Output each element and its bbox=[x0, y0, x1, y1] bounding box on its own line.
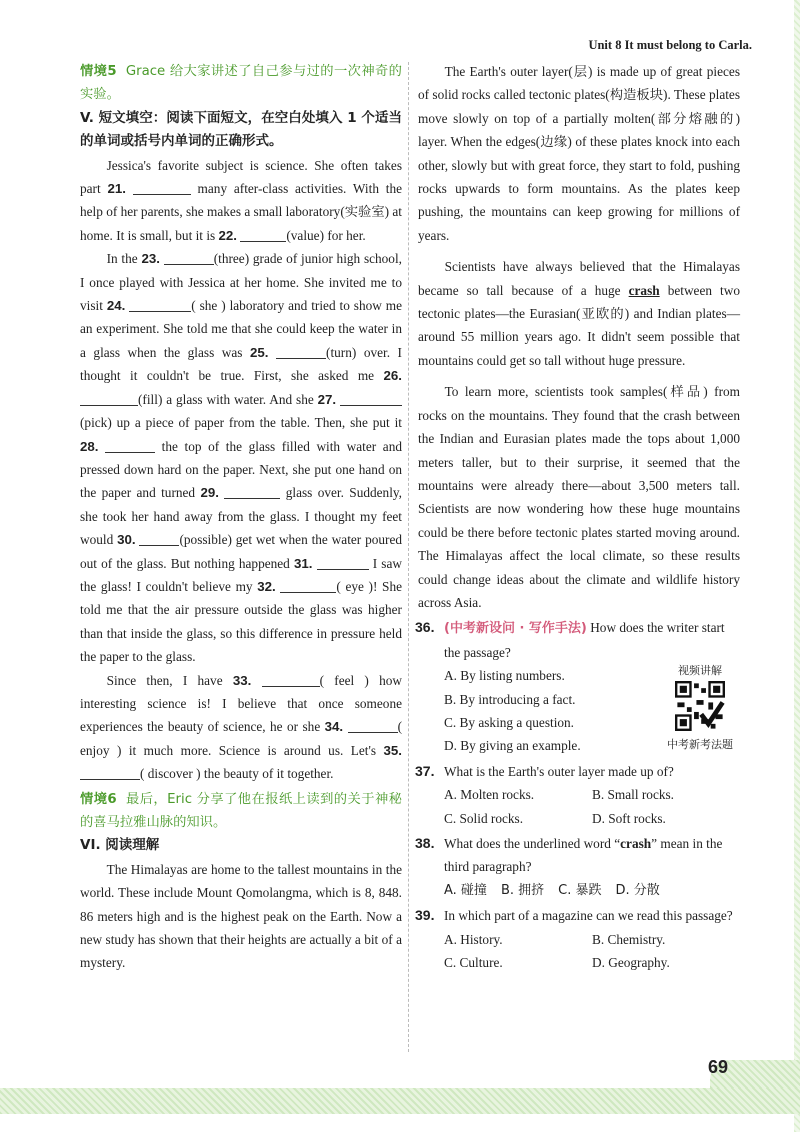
blank-30[interactable] bbox=[139, 531, 179, 546]
scenario-6-label: 情境6 bbox=[80, 791, 117, 807]
underlined-word-crash: crash bbox=[628, 282, 660, 298]
question-37-stem: What is the Earth's outer layer made up of? bbox=[444, 763, 674, 779]
blank-21-number: 21. bbox=[107, 181, 126, 197]
scenario-5-text: Grace 给大家讲述了自己参与过的一次神奇的实验。 bbox=[80, 64, 402, 103]
blank-27-number: 27. bbox=[317, 391, 337, 407]
blank-33[interactable] bbox=[262, 672, 320, 687]
question-39-stem: In which part of a magazine can we read this passage? bbox=[444, 908, 733, 924]
question-37-options bbox=[418, 783, 740, 830]
scenario-6-text: 最后，Eric 分享了他在报纸上读到的关于神秘的喜马拉雅山脉的知识。 bbox=[80, 791, 402, 830]
cloze-paragraph-1: Jessica's favorite subject is science. She often takes part 21. many after-class activities. With the help of her parents, she makes a small laboratory(实验室) at home. It is small, but it is 22. (value) for her. bbox=[80, 157, 402, 243]
qr-top-label: 视频讲解 bbox=[678, 664, 722, 678]
page-edge-decoration bbox=[794, 0, 800, 1132]
blank-22[interactable] bbox=[240, 227, 286, 242]
cloze-paragraph-3: Since then, I have 33. ( feel ) how interesting science is! I believe that once someone experiences the beauty of science, he or she 34. ( enjoy ) it much more. Science is around us. Let's 35. ( discover ) the beauty of it together. bbox=[80, 672, 402, 782]
option-39-d[interactable]: D. Geography. bbox=[592, 955, 670, 971]
reading-paragraph-3: Scientists have always believed that the Himalayas became so tall because of a huge crash between two tectonic plates—the Eurasian(亚欧的) and Indian plates—around 55 million years ago. It didn't seem possible that mountains could get so tall without huge pressure. bbox=[418, 259, 740, 368]
question-39-number: 39. bbox=[415, 907, 435, 924]
option-36-b[interactable]: B. By introducing a fact. bbox=[444, 691, 576, 707]
option-37-d[interactable]: D. Soft rocks. bbox=[592, 810, 666, 826]
blank-31[interactable] bbox=[317, 555, 369, 570]
question-39-options bbox=[418, 928, 740, 975]
column-divider bbox=[408, 62, 409, 1052]
page-number: 69 bbox=[707, 1057, 728, 1077]
blank-23[interactable] bbox=[164, 250, 214, 265]
question-38-options bbox=[418, 879, 740, 902]
blank-27[interactable] bbox=[340, 391, 402, 406]
unit-header: Unit 8 It must belong to Carla. bbox=[588, 38, 752, 52]
right-column bbox=[415, 60, 740, 974]
question-36-options bbox=[418, 664, 740, 758]
option-38-d[interactable]: D. 分散 bbox=[615, 882, 660, 898]
question-37 bbox=[415, 760, 740, 783]
question-36-stem: How does the writer start the passage? bbox=[444, 620, 725, 660]
option-36-d[interactable]: D. By giving an example. bbox=[444, 738, 581, 754]
reading-paragraph-4: To learn more, scientists took samples(样品) from rocks on the mountains. They found that the crash between the Indian and Eurasian plates made the tops about 1,000 meters taller, but to their surprise, it seemed that the mountains were already there—about 3,500 meters tall. Scientists are now wondering how these huge mountains could be there before tectonic plates started moving around. The Himalayas affect the local climate, so these results could change ideas about the climate and wildlife history across Asia. bbox=[418, 384, 740, 610]
scenario-5 bbox=[80, 60, 402, 107]
option-36-a[interactable]: A. By listing numbers. bbox=[444, 668, 565, 684]
reading-paragraph-1: The Himalayas are home to the tallest mountains in the world. These include Mount Qomolangma, which is 8, 848. 86 meters high and is the highest peak on the Earth. Now a new study has shown that their heights are actually a bit of a mystery. bbox=[80, 861, 402, 971]
blank-26-number: 26. bbox=[383, 368, 402, 384]
qr-code-block[interactable] bbox=[662, 664, 738, 752]
section-5-title: V. 短文填空：阅读下面短文，在空白处填入 1 个适当的单词或括号内单词的正确形式。 bbox=[80, 109, 402, 150]
question-39 bbox=[415, 904, 740, 927]
scenario-6 bbox=[80, 788, 402, 835]
option-36-c[interactable]: C. By asking a question. bbox=[444, 714, 575, 730]
cloze-paragraph-2: In the 23. (three) grade of junior high school, I once played with Jessica at her home. She invited me to visit 24. ( she ) laboratory and tried to show me an experiment. She told me that she could keep the water in a glass when the glass was 25. (turn) over. I thought it couldn't be true. First, she asked me 26. (fill) a glass with water. And she 27. (pick) up a piece of paper from the table. Then, she put it 28. the top of the glass filled with water and pressed down hard on the paper. Next, she put one hand on the paper and turned 29. glass over. Suddenly, she took her hand away from the glass. I thought my feet would 30. (possible) get wet when the water poured out of the glass. But nothing happened 31. I saw the glass! I couldn't believe my 32. ( eye )! She told me that the air pressure outside the glass was higher than that inside the glass, so this difference in pressure held the paper to the glass. bbox=[80, 251, 403, 665]
blank-23-number: 23. bbox=[141, 251, 160, 267]
question-36-tag: (中考新设问 · 写作手法) bbox=[444, 621, 587, 637]
blank-33-number: 33. bbox=[232, 672, 252, 688]
question-36-number: 36. bbox=[415, 619, 435, 636]
footer-decoration-band bbox=[0, 1088, 800, 1114]
blank-28-number: 28. bbox=[80, 438, 99, 454]
blank-32[interactable] bbox=[280, 578, 336, 593]
section-6-title: VI. 阅读理解 bbox=[80, 837, 160, 854]
blank-35-number: 35. bbox=[383, 742, 402, 758]
blank-24-number: 24. bbox=[106, 298, 126, 314]
blank-22-number: 22. bbox=[218, 227, 238, 243]
blank-34[interactable] bbox=[348, 718, 398, 733]
option-38-c[interactable]: C. 暴跌 bbox=[558, 882, 602, 898]
blank-32-number: 32. bbox=[257, 578, 276, 594]
blank-31-number: 31. bbox=[293, 555, 313, 571]
blank-25-number: 25. bbox=[249, 344, 269, 360]
blank-25[interactable] bbox=[276, 344, 326, 359]
blank-26[interactable] bbox=[80, 391, 138, 406]
blank-24[interactable] bbox=[129, 297, 191, 312]
blank-30-number: 30. bbox=[117, 532, 136, 548]
option-37-a[interactable]: A. Molten rocks. bbox=[444, 787, 535, 803]
blank-21[interactable] bbox=[133, 180, 191, 195]
question-38-number: 38. bbox=[415, 835, 435, 851]
option-37-b[interactable]: B. Small rocks. bbox=[592, 787, 674, 803]
left-column bbox=[80, 60, 402, 975]
option-39-a[interactable]: A. History. bbox=[444, 931, 503, 947]
question-36 bbox=[415, 616, 740, 664]
blank-34-number: 34. bbox=[324, 719, 344, 735]
blank-35[interactable] bbox=[80, 765, 140, 780]
question-37-number: 37. bbox=[415, 762, 435, 779]
qr-bottom-label: 中考新考法题 bbox=[667, 738, 733, 752]
blank-29-number: 29. bbox=[200, 485, 219, 501]
blank-28[interactable] bbox=[105, 438, 155, 453]
question-38-word: crash bbox=[620, 836, 652, 851]
question-38: 38. What does the underlined word “crash” mean in the third paragraph? bbox=[418, 832, 740, 879]
blank-29[interactable] bbox=[224, 484, 280, 499]
option-37-c[interactable]: C. Solid rocks. bbox=[444, 810, 524, 826]
reading-paragraph-2: The Earth's outer layer(层) is made up of great pieces of solid rocks called tectonic plates(构造板块). These plates move slowly on top of a partially molten(部分熔融的) layer. When the edges(边缘) of these plates knock into each other, slowly but with great force, they start to fold, pushing rocks upwards to form mountains. As the plates keep pushing, the mountains can keep growing for millions of years. bbox=[418, 64, 740, 243]
scenario-5-label: 情境5 bbox=[80, 64, 117, 79]
option-39-b[interactable]: B. Chemistry. bbox=[592, 931, 666, 947]
option-39-c[interactable]: C. Culture. bbox=[444, 955, 503, 971]
option-38-b[interactable]: B. 拥挤 bbox=[500, 882, 545, 898]
option-38-a[interactable]: A. 碰撞 bbox=[444, 882, 487, 898]
qr-code-icon bbox=[675, 681, 725, 731]
